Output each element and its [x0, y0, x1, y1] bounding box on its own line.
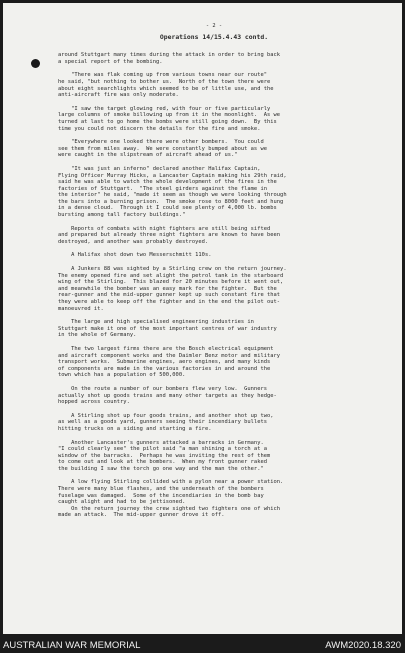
page-number: - 2 - [205, 23, 223, 29]
paragraph: A Stirling shot up four goods trains, and another shot up two, as well as a goods yard, gunners seeing their incendiary bullets hitting trucks on a siding and starting a fire. [58, 412, 274, 432]
paragraph: Another Lancaster's gunners attacked a barracks in Germany. "I could clearly see" the pilot said "a man shining a torch at a window of the barracks. Perhaps he was inviting the rest of them to come out and look at the bombers. When my front gunner raked the building I saw the torch go one way and the man the other." [58, 439, 271, 472]
archive-footer [0, 636, 405, 653]
paragraph: The large and high specialised engineering industries in Stuttgart make it one of the most important centres of war industry in the whole of Germany. [58, 319, 277, 339]
paragraph: A Halifax shot down two Messerschmitt 110s. [58, 252, 212, 259]
document-page [3, 3, 402, 634]
paragraph: "I saw the target glowing red, with four or five particularly large columns of smoke billowing up from it in the moonlight. As we turned at last to go home the bombs were still going down. By this time you could not discern the details for the fire and smoke. [58, 105, 281, 132]
paragraph: A Junkers 88 was sighted by a Stirling crew on the return journey. The enemy opened fire and set alight the petrol tank in the starboard wing of the Stirling. This blazed for 20 minutes before it went out, and meanwhile the bomber was an easy mark for the fighter. But the rear-gunner and the mid-upper gunner kept up such constant fire that they were able to keep off the fighter and in the end the pilot out- manoeuvred it. [58, 266, 287, 312]
punch-hole [31, 59, 40, 68]
paragraph: A low flying Stirling collided with a pylon near a power station. There were many blue flashes, and the underneath of the bombers fuselage was damaged. Some of the incendiaries in the bomb bay caught alight and had to be jettisoned. On the return journey the crew sighted two fighters one of which made an attack. The mid-upper gunner drove it off. [58, 479, 284, 519]
paragraph: around Stuttgart many times during the attack in order to bring back a special report of the bombing. [58, 52, 281, 65]
paragraph: The two largest firms there are the Bosch electrical equipment and aircraft component works and the Daimler Benz motor and military transport works. Submarine engines, aero engines, and many kinds of components are made in the various factories in and around the town which has a population of 500,000. [58, 345, 281, 379]
document-body [58, 23, 370, 526]
paragraph: On the route a number of our bombers flew very low. Gunners actually shot up goods trains and many other targets as they hedge- hopped across country. [58, 385, 277, 406]
footer-accession-number: AWM2020.18.320 [325, 640, 401, 651]
paragraph: "There was flak coming up from various towns near our route" he said, "but nothing to bother us. North of the town there were about eight searchlights which seemed to be of little use, and the anti-aircraft fire was only moderate. [58, 72, 274, 99]
document-heading: Operations 14/15.4.43 contd. [159, 32, 269, 41]
paragraph: Reports of combats with night fighters are still being sifted and prepared but already three night fighters are known to have been destroyed, and another was probably destroyed. [58, 225, 281, 245]
paragraph: "Everywhere one looked there were other bombers. You could see them from miles away. We were constantly bumped about as we were caught in the slipstream of aircraft ahead of us." [58, 139, 267, 159]
footer-institution: AUSTRALIAN WAR MEMORIAL [3, 640, 141, 651]
paragraph: "It was just an inferno" declared another Halifax Captain, Flying Officer Murray Hicks, a Lancaster Captain making his 29th raid, said he was able to watch the whole development of the fires in the factories of Stuttgart. "The steel girders against the flame in the interior" he said, "made it seem as though we were looking through the bars into a burning prison. The smoke rose to 8000 feet and hung in a dense cloud. Through it I could see plenty of 4,000 lb. bombs bursting among tall factory buildings." [58, 165, 287, 219]
